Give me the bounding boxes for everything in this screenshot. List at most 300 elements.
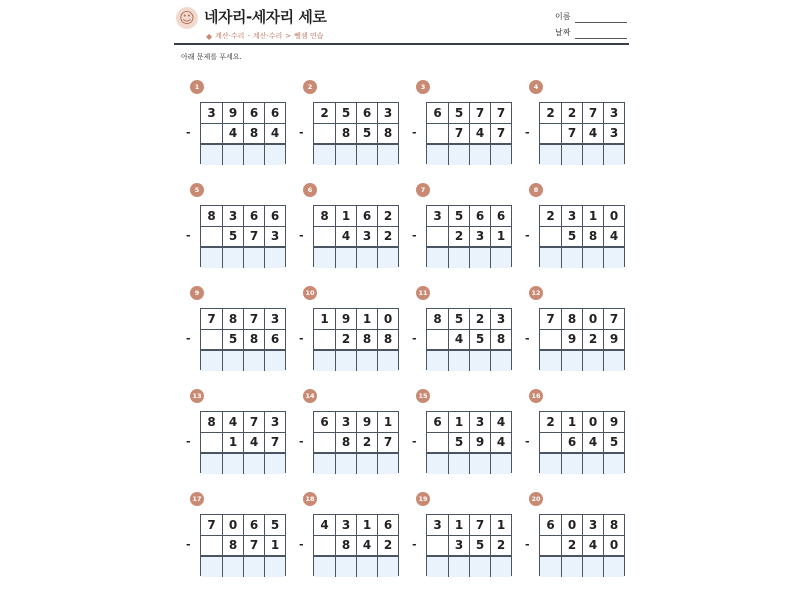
minuend-digit: 6 <box>320 415 329 429</box>
answer-cell[interactable] <box>469 248 490 268</box>
subtrahend-digit <box>201 123 222 143</box>
minuend-digit: 1 <box>561 412 582 432</box>
instruction-text: 아래 문제를 푸세요. <box>181 53 242 61</box>
minuend-digit: 1 <box>356 309 377 329</box>
minuend-digit: 7 <box>490 103 511 123</box>
minuend-digit: 6 <box>243 103 264 123</box>
minuend-digit: 2 <box>377 206 398 226</box>
answer-cell[interactable] <box>427 454 448 474</box>
subtrahend-digit <box>427 123 448 143</box>
minuend-row <box>540 206 624 227</box>
minuend-digit: 3 <box>207 106 216 120</box>
answer-cell[interactable] <box>561 454 582 474</box>
subtrahend-digit: 4 <box>243 432 264 452</box>
answer-cell[interactable] <box>603 248 624 268</box>
minuend-digit: 2 <box>546 106 555 120</box>
minuend-digit: 1 <box>377 412 398 432</box>
answer-cell[interactable] <box>540 351 561 371</box>
minus-sign: - <box>299 435 304 448</box>
problem-number-badge: 14 <box>303 389 317 403</box>
minuend-row <box>314 309 398 330</box>
name-label: 이름 <box>555 12 571 21</box>
subtrahend-digit <box>314 329 335 349</box>
subtrahend-digit <box>540 123 561 143</box>
answer-cell[interactable] <box>448 557 469 577</box>
problem-number-badge: 15 <box>416 389 430 403</box>
problem-3 <box>404 80 514 170</box>
subtrahend-digit: 8 <box>222 535 243 555</box>
subtrahend-digit: 7 <box>243 226 264 246</box>
subtrahend-digit: 2 <box>490 535 511 555</box>
answer-cell[interactable] <box>469 557 490 577</box>
problem-number-badge: 11 <box>416 286 430 300</box>
minuend-row <box>314 515 398 536</box>
problem-16 <box>517 389 627 479</box>
answer-cell[interactable] <box>469 454 490 474</box>
answer-cell[interactable] <box>603 145 624 165</box>
minuend-digit: 8 <box>320 209 329 223</box>
minuend-digit: 8 <box>603 515 624 535</box>
subtrahend-digit: 2 <box>335 329 356 349</box>
breadcrumb <box>206 31 323 41</box>
subtrahend-digit <box>201 432 222 452</box>
minuend-digit: 6 <box>377 515 398 535</box>
answer-cell[interactable] <box>427 557 448 577</box>
digit-grid <box>200 411 286 473</box>
answer-cell[interactable] <box>540 454 561 474</box>
subtrahend-digit <box>201 329 222 349</box>
problem-1 <box>178 80 288 170</box>
answer-cell[interactable] <box>243 145 264 165</box>
answer-cell[interactable] <box>561 248 582 268</box>
subtrahend-digit <box>540 535 561 555</box>
subtrahend-digit: 0 <box>603 535 624 555</box>
subtrahend-digit: 5 <box>356 123 377 143</box>
answer-row <box>427 143 511 165</box>
subtrahend-digit: 5 <box>561 226 582 246</box>
problem-9 <box>178 286 288 376</box>
subtrahend-digit: 1 <box>222 432 243 452</box>
answer-cell[interactable] <box>201 145 222 165</box>
minuend-row <box>201 103 285 124</box>
minuend-digit: 6 <box>356 103 377 123</box>
minuend-row <box>201 206 285 227</box>
answer-cell[interactable] <box>427 145 448 165</box>
problem-4 <box>517 80 627 170</box>
answer-cell[interactable] <box>314 351 335 371</box>
answer-cell[interactable] <box>201 454 222 474</box>
answer-cell[interactable] <box>603 351 624 371</box>
answer-cell[interactable] <box>377 454 398 474</box>
answer-cell[interactable] <box>201 557 222 577</box>
digit-grid <box>313 514 399 576</box>
subtrahend-digit: 2 <box>356 432 377 452</box>
answer-cell[interactable] <box>490 248 511 268</box>
minuend-digit: 1 <box>356 515 377 535</box>
subtrahend-row <box>314 535 398 555</box>
minuend-digit: 1 <box>320 312 329 326</box>
minuend-digit: 3 <box>264 309 285 329</box>
subtrahend-digit: 4 <box>490 432 511 452</box>
minuend-digit: 7 <box>243 309 264 329</box>
subtrahend-digit: 2 <box>561 535 582 555</box>
subtrahend-row <box>314 432 398 452</box>
problem-number-badge: 5 <box>190 183 204 197</box>
answer-cell[interactable] <box>490 557 511 577</box>
minus-sign: - <box>525 332 530 345</box>
answer-row <box>427 555 511 577</box>
minuend-digit: 3 <box>264 412 285 432</box>
subtrahend-digit: 6 <box>264 329 285 349</box>
subtrahend-digit: 8 <box>356 329 377 349</box>
digit-grid <box>539 205 625 267</box>
page-title: 네자리-세자리 세로 <box>204 8 327 26</box>
minuend-digit: 6 <box>546 518 555 532</box>
answer-cell[interactable] <box>222 145 243 165</box>
digit-grid <box>539 411 625 473</box>
subtrahend-row <box>427 226 511 246</box>
problem-11 <box>404 286 514 376</box>
problem-number-badge: 18 <box>303 492 317 506</box>
answer-row <box>540 555 624 577</box>
answer-cell[interactable] <box>335 454 356 474</box>
subtrahend-row <box>540 329 624 349</box>
answer-cell[interactable] <box>377 557 398 577</box>
subtrahend-digit: 8 <box>243 123 264 143</box>
digit-grid <box>313 205 399 267</box>
minuend-digit: 7 <box>546 312 555 326</box>
problem-18 <box>291 492 401 582</box>
subtrahend-digit <box>427 226 448 246</box>
subtrahend-digit: 8 <box>335 432 356 452</box>
minuend-row <box>201 309 285 330</box>
subtrahend-row <box>427 535 511 555</box>
answer-cell[interactable] <box>335 351 356 371</box>
answer-row <box>427 349 511 371</box>
digit-grid <box>539 308 625 370</box>
problem-number-badge: 20 <box>529 492 543 506</box>
minuend-digit: 9 <box>335 309 356 329</box>
answer-cell[interactable] <box>314 248 335 268</box>
problem-number-badge: 6 <box>303 183 317 197</box>
answer-row <box>201 555 285 577</box>
smiley-icon: ☺ <box>179 8 195 27</box>
answer-row <box>314 246 398 268</box>
subtrahend-digit: 9 <box>603 329 624 349</box>
answer-cell[interactable] <box>469 145 490 165</box>
subtrahend-digit: 4 <box>335 226 356 246</box>
subtrahend-digit <box>427 535 448 555</box>
answer-cell[interactable] <box>222 248 243 268</box>
minus-sign: - <box>525 126 530 139</box>
subtrahend-digit: 2 <box>377 535 398 555</box>
minuend-digit: 6 <box>243 206 264 226</box>
minuend-digit: 3 <box>582 515 603 535</box>
subtrahend-digit: 8 <box>335 123 356 143</box>
answer-cell[interactable] <box>335 145 356 165</box>
problem-number-badge: 3 <box>416 80 430 94</box>
digit-grid <box>200 205 286 267</box>
subtrahend-digit: 4 <box>469 123 490 143</box>
subtrahend-digit: 8 <box>243 329 264 349</box>
subtrahend-digit: 7 <box>448 123 469 143</box>
minuend-digit: 3 <box>469 412 490 432</box>
answer-cell[interactable] <box>356 248 377 268</box>
answer-cell[interactable] <box>448 351 469 371</box>
answer-cell[interactable] <box>264 351 285 371</box>
minus-sign: - <box>525 435 530 448</box>
answer-cell[interactable] <box>490 145 511 165</box>
answer-cell[interactable] <box>356 557 377 577</box>
subtrahend-digit <box>201 226 222 246</box>
answer-cell[interactable] <box>243 454 264 474</box>
answer-row <box>314 143 398 165</box>
subtrahend-row <box>427 432 511 452</box>
minuend-digit: 6 <box>469 206 490 226</box>
minuend-digit: 2 <box>320 106 329 120</box>
subtrahend-row <box>201 226 285 246</box>
subtrahend-row <box>201 329 285 349</box>
minuend-row <box>427 206 511 227</box>
answer-cell[interactable] <box>243 557 264 577</box>
digit-grid <box>426 514 512 576</box>
answer-cell[interactable] <box>314 557 335 577</box>
subtrahend-digit <box>314 123 335 143</box>
answer-cell[interactable] <box>540 145 561 165</box>
minuend-row <box>427 515 511 536</box>
subtrahend-row <box>314 123 398 143</box>
subtrahend-digit: 4 <box>582 432 603 452</box>
answer-cell[interactable] <box>427 248 448 268</box>
date-field[interactable] <box>575 38 627 39</box>
answer-cell[interactable] <box>264 145 285 165</box>
subtrahend-digit: 8 <box>335 535 356 555</box>
answer-cell[interactable] <box>490 351 511 371</box>
minus-sign: - <box>299 229 304 242</box>
subtrahend-digit: 2 <box>582 329 603 349</box>
problem-13 <box>178 389 288 479</box>
minus-sign: - <box>186 538 191 551</box>
subtrahend-digit: 7 <box>264 432 285 452</box>
answer-cell[interactable] <box>582 248 603 268</box>
minuend-digit: 0 <box>377 309 398 329</box>
subtrahend-digit: 6 <box>561 432 582 452</box>
minuend-digit: 2 <box>546 209 555 223</box>
answer-row <box>540 349 624 371</box>
problem-number-badge: 2 <box>303 80 317 94</box>
problem-19 <box>404 492 514 582</box>
minuend-digit: 5 <box>264 515 285 535</box>
answer-cell[interactable] <box>356 454 377 474</box>
problem-10 <box>291 286 401 376</box>
breadcrumb-item: 뺄셈 연습 <box>294 32 324 40</box>
answer-cell[interactable] <box>264 454 285 474</box>
problem-number-badge: 8 <box>529 183 543 197</box>
problem-number-badge: 9 <box>190 286 204 300</box>
minuend-digit: 3 <box>561 206 582 226</box>
digit-grid <box>426 205 512 267</box>
answer-cell[interactable] <box>356 351 377 371</box>
answer-cell[interactable] <box>335 248 356 268</box>
subtrahend-digit: 4 <box>448 329 469 349</box>
minuend-row <box>540 412 624 433</box>
answer-cell[interactable] <box>377 351 398 371</box>
subtrahend-digit: 1 <box>490 226 511 246</box>
subtrahend-digit: 4 <box>356 535 377 555</box>
answer-cell[interactable] <box>540 248 561 268</box>
subtrahend-digit <box>540 226 561 246</box>
minuend-digit: 7 <box>243 412 264 432</box>
subtrahend-digit: 3 <box>603 123 624 143</box>
minuend-digit: 4 <box>320 518 329 532</box>
minuend-digit: 1 <box>582 206 603 226</box>
problem-12 <box>517 286 627 376</box>
minuend-digit: 5 <box>448 309 469 329</box>
subtrahend-digit: 8 <box>582 226 603 246</box>
answer-cell[interactable] <box>314 454 335 474</box>
problem-20 <box>517 492 627 582</box>
minuend-digit: 0 <box>561 515 582 535</box>
minuend-digit: 4 <box>222 412 243 432</box>
answer-cell[interactable] <box>561 145 582 165</box>
problem-number-badge: 10 <box>303 286 317 300</box>
answer-cell[interactable] <box>582 145 603 165</box>
minuend-digit: 0 <box>582 309 603 329</box>
answer-cell[interactable] <box>222 557 243 577</box>
answer-cell[interactable] <box>448 248 469 268</box>
minuend-digit: 3 <box>490 309 511 329</box>
subtrahend-digit: 5 <box>469 535 490 555</box>
answer-cell[interactable] <box>201 351 222 371</box>
minus-sign: - <box>299 126 304 139</box>
subtrahend-row <box>201 123 285 143</box>
minuend-row <box>427 412 511 433</box>
minuend-digit: 3 <box>433 518 442 532</box>
answer-cell[interactable] <box>243 351 264 371</box>
minuend-digit: 7 <box>207 312 216 326</box>
problem-7 <box>404 183 514 273</box>
minuend-row <box>201 515 285 536</box>
minuend-digit: 7 <box>469 103 490 123</box>
subtrahend-digit <box>427 432 448 452</box>
subtrahend-digit: 4 <box>582 535 603 555</box>
minus-sign: - <box>186 435 191 448</box>
answer-row <box>314 555 398 577</box>
name-field[interactable] <box>575 22 627 23</box>
problem-8 <box>517 183 627 273</box>
minuend-digit: 7 <box>582 103 603 123</box>
minuend-digit: 6 <box>243 515 264 535</box>
minuend-digit: 0 <box>603 206 624 226</box>
subtrahend-digit: 2 <box>448 226 469 246</box>
minus-sign: - <box>525 229 530 242</box>
subtrahend-digit: 5 <box>448 432 469 452</box>
minuend-digit: 3 <box>433 209 442 223</box>
problem-number-badge: 12 <box>529 286 543 300</box>
subtrahend-digit <box>314 535 335 555</box>
answer-cell[interactable] <box>377 248 398 268</box>
minuend-digit: 8 <box>222 309 243 329</box>
answer-row <box>201 452 285 474</box>
subtrahend-row <box>201 432 285 452</box>
answer-cell[interactable] <box>356 145 377 165</box>
answer-cell[interactable] <box>448 454 469 474</box>
minus-sign: - <box>412 332 417 345</box>
answer-cell[interactable] <box>222 454 243 474</box>
minuend-digit: 8 <box>207 209 216 223</box>
digit-grid <box>200 308 286 370</box>
answer-cell[interactable] <box>603 454 624 474</box>
minuend-row <box>314 103 398 124</box>
minuend-digit: 5 <box>335 103 356 123</box>
problem-number-badge: 7 <box>416 183 430 197</box>
answer-cell[interactable] <box>561 557 582 577</box>
answer-row <box>201 143 285 165</box>
answer-cell[interactable] <box>377 145 398 165</box>
minuend-digit: 2 <box>561 103 582 123</box>
subtrahend-row <box>314 226 398 246</box>
subtrahend-row <box>540 226 624 246</box>
subtrahend-digit: 3 <box>264 226 285 246</box>
answer-row <box>540 246 624 268</box>
answer-cell[interactable] <box>469 351 490 371</box>
answer-cell[interactable] <box>314 145 335 165</box>
subtrahend-digit <box>540 432 561 452</box>
minus-sign: - <box>412 126 417 139</box>
subtrahend-digit <box>540 329 561 349</box>
breadcrumb-separator: > <box>285 32 292 40</box>
subtrahend-digit: 3 <box>469 226 490 246</box>
answer-cell[interactable] <box>582 557 603 577</box>
minuend-digit: 9 <box>603 412 624 432</box>
answer-cell[interactable] <box>201 248 222 268</box>
answer-cell[interactable] <box>243 248 264 268</box>
answer-cell[interactable] <box>582 351 603 371</box>
answer-cell[interactable] <box>582 454 603 474</box>
answer-cell[interactable] <box>222 351 243 371</box>
minuend-digit: 1 <box>335 206 356 226</box>
minuend-digit: 6 <box>264 206 285 226</box>
answer-cell[interactable] <box>561 351 582 371</box>
date-label: 날짜 <box>555 28 571 37</box>
answer-cell[interactable] <box>603 557 624 577</box>
digit-grid <box>313 308 399 370</box>
answer-cell[interactable] <box>264 557 285 577</box>
answer-row <box>314 452 398 474</box>
answer-cell[interactable] <box>540 557 561 577</box>
answer-cell[interactable] <box>448 145 469 165</box>
answer-row <box>540 143 624 165</box>
minuend-row <box>201 412 285 433</box>
subtrahend-digit: 7 <box>490 123 511 143</box>
subtrahend-digit: 5 <box>603 432 624 452</box>
minuend-digit: 0 <box>222 515 243 535</box>
digit-grid <box>200 102 286 164</box>
minuend-digit: 7 <box>469 515 490 535</box>
minus-sign: - <box>525 538 530 551</box>
answer-cell[interactable] <box>264 248 285 268</box>
minuend-digit: 6 <box>356 206 377 226</box>
subtrahend-digit: 2 <box>377 226 398 246</box>
subtrahend-row <box>540 535 624 555</box>
answer-cell[interactable] <box>490 454 511 474</box>
problem-number-badge: 1 <box>190 80 204 94</box>
answer-cell[interactable] <box>335 557 356 577</box>
subtrahend-row <box>427 329 511 349</box>
answer-cell[interactable] <box>427 351 448 371</box>
subtrahend-digit: 4 <box>264 123 285 143</box>
minuend-digit: 6 <box>433 415 442 429</box>
